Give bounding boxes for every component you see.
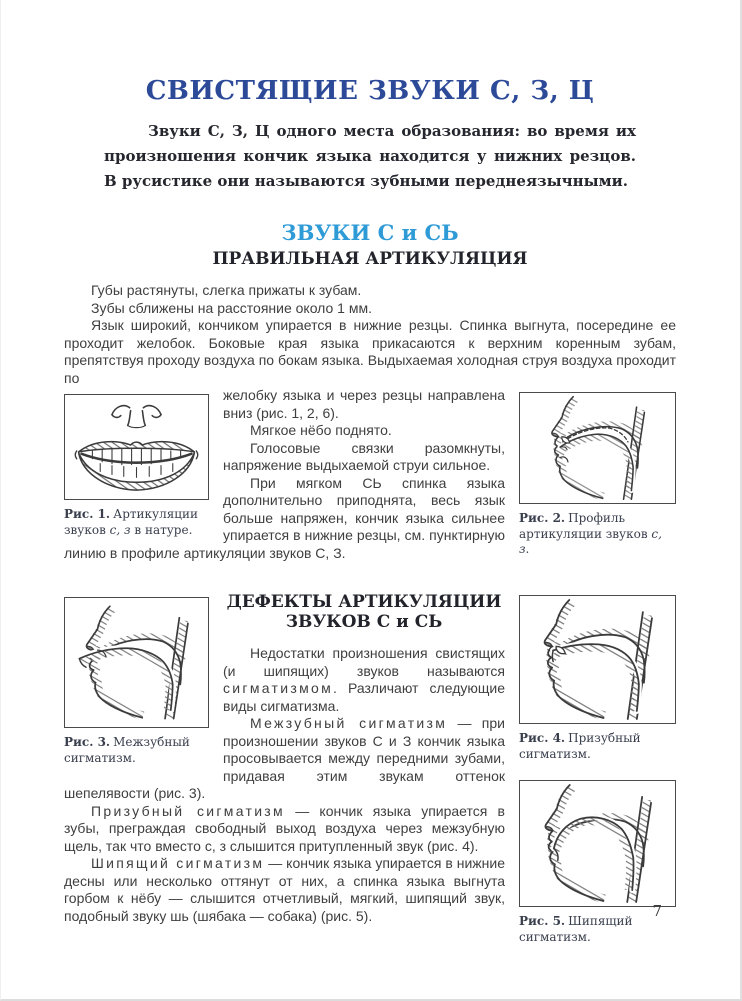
figure-1-label: Рис. 1. bbox=[64, 507, 111, 521]
para-teeth: Зубы сближены на расстояние около 1 мм. bbox=[91, 299, 372, 316]
figure-3-frame bbox=[64, 597, 209, 728]
para-dental-sigmatism: Призубный сигматизм — кончик языка упирается в зубы, преграждая свободный выход воздуха через межзубную щель, так что вместо с, з слышится притупленный звук (рис. 4). bbox=[64, 802, 505, 854]
section-correct-articulation bbox=[64, 387, 676, 562]
intro-paragraph: Звуки С, З, Ц одного места образования: во время их произношения кончик языка находится у нижних резцов. В русистике они называются зубными переднеязычными. bbox=[104, 122, 636, 190]
figure-4-block bbox=[519, 595, 676, 762]
figure-3-block bbox=[64, 597, 209, 766]
hissing-sigmatism-illustration bbox=[522, 783, 673, 904]
figure-4-frame bbox=[519, 595, 676, 724]
figure-2-frame bbox=[519, 392, 676, 504]
para-lips: Губы растянуты, слегка прижаты к зубам. bbox=[91, 282, 362, 298]
figure-3-label: Рис. 3. bbox=[64, 735, 111, 749]
term-sigmatism: сигматизмом bbox=[223, 680, 334, 696]
para-tongue: Язык широкий, кончиком упирается в нижние резцы. Спинка выгнута, посередине ее проходит желобок. Боковые края языка прикасаются к верхним коренным зубам, препятствуя проходу воздуха по бокам языка. Выдыхаемая холодная струя воздуха проходит по bbox=[64, 317, 676, 386]
page-title: СВИСТЯЩИЕ ЗВУКИ С, З, Ц bbox=[145, 76, 595, 106]
section-articulation-defects bbox=[64, 590, 676, 949]
figure-5-caption: Рис. 5. Шипящий сигматизм. bbox=[519, 914, 633, 944]
defects-heading: ДЕФЕКТЫ АРТИКУЛЯЦИИ ЗВУКОВ С и СЬ bbox=[226, 592, 502, 632]
figures-4-5-column bbox=[519, 595, 676, 945]
figure-5-label: Рис. 5. bbox=[519, 914, 566, 928]
figure-3-caption: Рис. 3. Межзубный сигматизм. bbox=[64, 735, 190, 765]
figure-4-caption: Рис. 4. Призубный сигматизм. bbox=[519, 731, 641, 761]
page-number: 7 bbox=[652, 902, 662, 920]
term-interdental: Межзубный сигматизм bbox=[250, 715, 448, 731]
para-soft-s: При мягком СЬ спинка языка дополнительно приподнята, весь язык больше напряжен, кончик языка сильнее упирается в нижние резцы, см. пунктирную линию в профиле артикуляции звуков С, З. bbox=[64, 474, 505, 561]
para-soft-palate: Мягкое нёбо поднято. bbox=[250, 422, 392, 438]
interdental-sigmatism-illustration bbox=[67, 600, 206, 725]
figure-2-block bbox=[519, 392, 676, 558]
section-heading-sounds-s: ЗВУКИ С и СЬ bbox=[281, 220, 459, 245]
figure-5-frame bbox=[519, 780, 676, 907]
section-subheading-articulation: ПРАВИЛЬНАЯ АРТИКУЛЯЦИЯ bbox=[212, 249, 528, 269]
term-dental: Призубный сигматизм bbox=[91, 802, 285, 819]
para-vocal-cords: Голосовые связки разомкнуты, напряжение выдыхаемой струи сильное. bbox=[223, 439, 505, 473]
figure-1-block bbox=[64, 394, 209, 538]
term-hissing: Шипящий сигматизм bbox=[91, 855, 265, 871]
figure-4-label: Рис. 4. bbox=[519, 731, 566, 745]
para-interdental-sigmatism: Межзубный сигматизм — при произношении звуков С и З кончик языка просовывается между передними зубами, придавая этим звукам оттенок шепелявости (рис. 3). bbox=[64, 715, 505, 801]
para-sigmatism-definition: Недостатки произношения свистящих (и шипящих) звуков называются сигматизмом. Различают следующие виды сигматизма. bbox=[223, 645, 505, 714]
figure-2-caption: Рис. 2. Профиль артикуляции звуков с, з. bbox=[519, 511, 662, 556]
figure-2-label: Рис. 2. bbox=[519, 511, 566, 525]
mouth-front-illustration bbox=[67, 397, 206, 497]
profile-s-z-illustration bbox=[522, 395, 673, 501]
para-tongue-continuation: желобку языка и через резцы направлена вниз (рис. 1, 2, 6). bbox=[223, 387, 505, 421]
para-hissing-sigmatism: Шипящий сигматизм — кончик языка упирается в нижние десны или несколько оттянут от них, а спинка языка выгнута горбом к нёбу — слышится отчетливый, мягкий, шипящий звук, подобный звуку шь (шябака — собака) (рис. 5). bbox=[64, 855, 505, 924]
figure-1-caption: Рис. 1. Артикуляции звуков с, з в натуре. bbox=[64, 507, 198, 537]
dental-sigmatism-illustration bbox=[522, 598, 673, 721]
figure-1-frame bbox=[64, 394, 209, 500]
